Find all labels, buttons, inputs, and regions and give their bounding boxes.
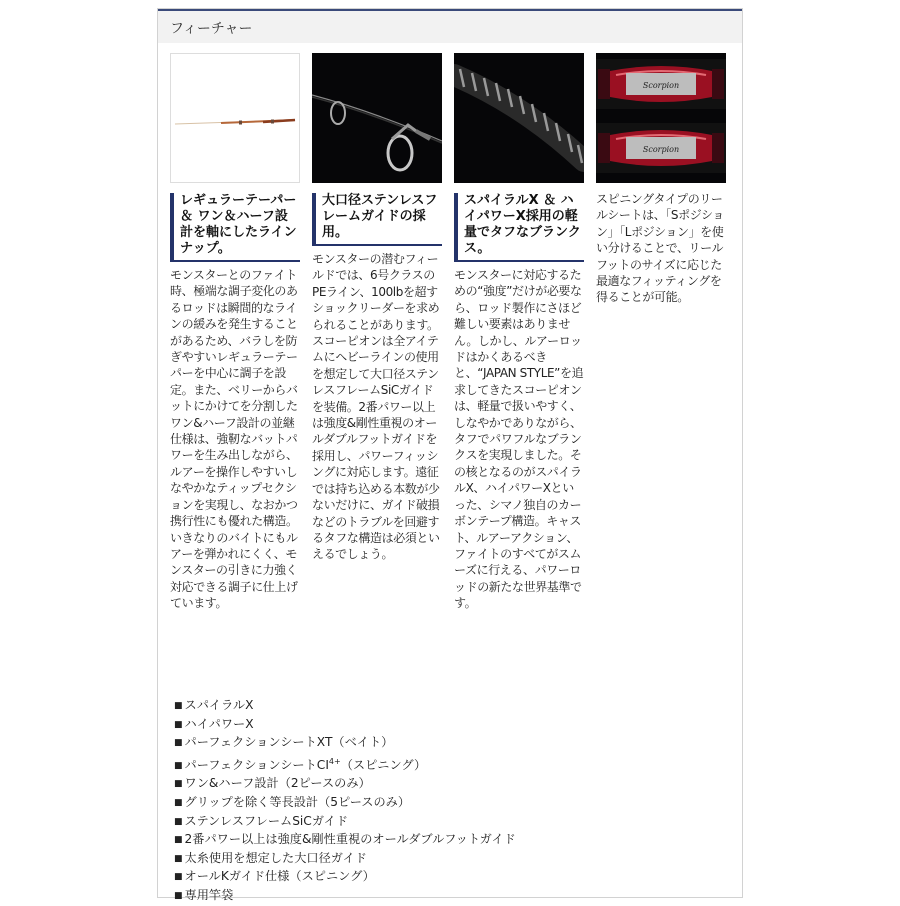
spec-item-sup: 4+ <box>328 756 341 766</box>
spec-item: ■ グリップを除く等長設計（5ピースのみ） <box>174 794 516 813</box>
feature-column-reelseat <box>596 53 726 306</box>
feature-heading: スパイラルX ＆ ハイパワーX採用の軽量でタフなブランクス。 <box>454 193 584 262</box>
feature-body: モンスターに対応するための“強度”だけが必要なら、ロッド製作にさほど難しい要素はありません。しかし、ルアーロッドはかくあるべきと、“JAPAN STYLE”を追求してきたスコーピオンは、軽量で扱いやすく、しなやかでありながら、タフでパワフルなブランクスを実現しました。その核となるのがスパイラルX、ハイパワーXといった、シマノ独自のカーボンテープ構造。キャスト、ルアーアクション、ファイトのすべてがスムーズに行える、パワーロッドの新たな世界基準です。 <box>454 268 584 611</box>
feature-body: モンスターの潜むフィールドでは、6号クラスのPEライン、100lbを超すショックリーダーを求められることがあります。スコーピオンは全アイテムにヘビーラインの使用を想定して大口径ステンレスフレームSiCガイドを装備。2番パワー以上は強度&剛性重視のオールダブルフットガイドを採用し、パワーフィッシングに対応します。遠征では持ち込める本数が少ないだけに、ガイド破損などのトラブルを回避するタフな構造は必須といえるでしょう。 <box>312 252 440 562</box>
spec-item: ■ 太糸使用を想定した大口径ガイド <box>174 850 516 869</box>
spec-item-text: パーフェクションシートCI <box>184 757 329 772</box>
spec-item: ■ スパイラルX <box>174 697 516 716</box>
rod-blank-image <box>170 53 300 183</box>
spec-item: ■ 専用竿袋 <box>174 887 516 906</box>
reel-seat-image <box>596 53 726 183</box>
feature-column-guides <box>312 53 442 563</box>
spec-item-suffix: （スピニング） <box>340 757 427 772</box>
section-header <box>158 9 742 43</box>
spec-item: ■ ハイパワーX <box>174 716 516 735</box>
reel-seat-logo: Scorpion <box>642 145 680 154</box>
features-panel <box>157 8 743 902</box>
feature-heading: レギュラーテーパー ＆ ワン＆ハーフ設計を軸にしたラインナップ。 <box>170 193 300 262</box>
spec-item: ■ パーフェクションシートXT（ベイト） <box>174 734 516 753</box>
section-title: フィーチャー <box>170 21 253 37</box>
spec-item: ■ 2番パワー以上は強度&剛性重視のオールダブルフットガイド <box>174 831 516 850</box>
feature-body: スピニングタイプのリールシートは、「Sポジション」「Lポジション」を使い分けることで、リールフットのサイズに応じた最適なフィッティングを得ることが可能。 <box>596 192 724 305</box>
spec-item: ■ オールKガイド仕様（スピニング） <box>174 868 516 887</box>
feature-body: モンスターとのファイト時、極端な調子変化のあるロッドは瞬間的なラインの緩みを発生することがあるため、バラしを防ぎやすいレギュラーテーパーを中心に調子を設定。また、ベリーからバットにかけてを分割したワン&ハーフ設計の並継仕様は、強靭なバットパワーを生み出しながら、ルアーを操作しやすいしなやかなティップセクションを実現し、なおかつ携行性にも優れた構造。いきなりのバイトにもルアーを弾かれにくく、モンスターの引きに力強く対応できる調子に仕上げています。 <box>170 268 298 611</box>
feature-heading: 大口径ステンレスフレームガイドの採用。 <box>312 193 442 246</box>
reel-seat-logo: Scorpion <box>642 81 680 90</box>
feature-column-blanks <box>454 53 584 612</box>
spec-list <box>174 697 516 906</box>
spec-item <box>174 753 516 776</box>
guide-closeup-image <box>312 53 442 183</box>
spec-item: ■ ステンレスフレームSiCガイド <box>174 813 516 832</box>
spec-item: ■ ワン&ハーフ設計（2ピースのみ） <box>174 775 516 794</box>
spiral-blank-image <box>454 53 584 183</box>
feature-column-taper <box>170 53 300 612</box>
